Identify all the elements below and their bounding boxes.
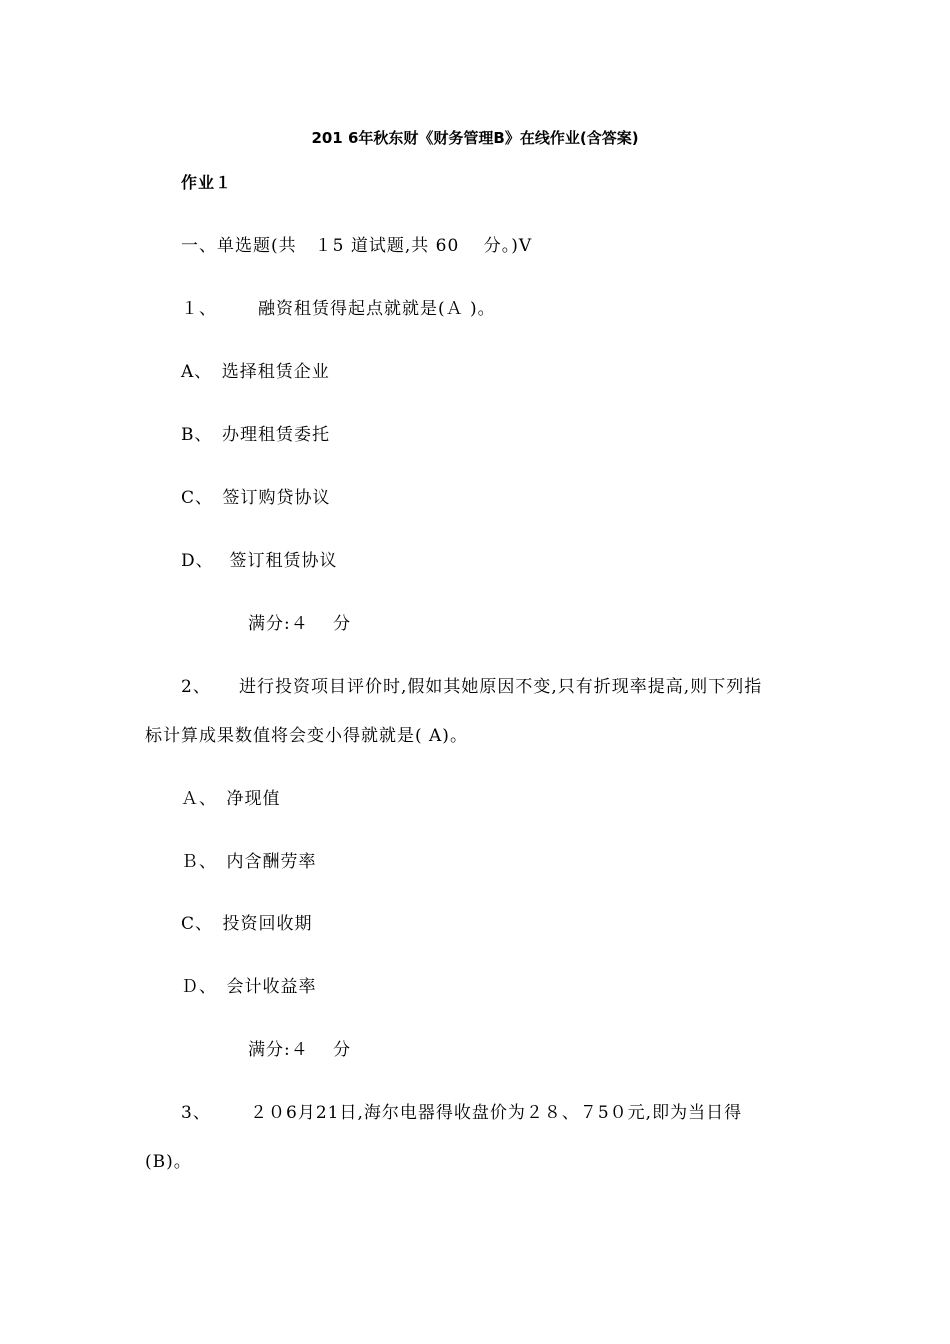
q1-option-a: A、 选择租赁企业 bbox=[181, 362, 330, 382]
document-title: 201 6年秋东财《财务管理B》在线作业(含答案) bbox=[311, 129, 639, 147]
q1-number: １、 bbox=[181, 299, 217, 319]
q1-stem: 融资租赁得起点就就是(Ａ )。 bbox=[258, 299, 496, 319]
q1-score: 满分:４ 分 bbox=[248, 614, 352, 634]
q2-number: 2、 bbox=[181, 677, 211, 697]
q3-stem-line2: (B)。 bbox=[145, 1152, 192, 1172]
q2-option-d: Ｄ、 会计收益率 bbox=[181, 977, 317, 997]
q2-score: 满分:４ 分 bbox=[248, 1040, 352, 1060]
q2-stem-line1: 进行投资项目评价时,假如其她原因不变,只有折现率提高,则下列指 bbox=[239, 677, 763, 697]
section-heading: 一、单选题(共 １5 道试题,共 60 分。)V bbox=[181, 236, 533, 256]
q2-stem-line2: 标计算成果数值将会变小得就就是( A)。 bbox=[145, 726, 468, 746]
q2-option-a: Ａ、 净现值 bbox=[181, 789, 281, 809]
q1-option-b: B、 办理租赁委托 bbox=[181, 425, 330, 445]
q1-option-d: D、 签订租赁协议 bbox=[181, 551, 338, 571]
q2-option-b: Ｂ、 内含酬劳率 bbox=[181, 852, 317, 872]
homework-heading: 作业１ bbox=[181, 173, 233, 192]
q3-number: 3、 bbox=[181, 1103, 211, 1123]
q3-stem-line1: ２０6月21日,海尔电器得收盘价为２８、７5０元,即为当日得 bbox=[250, 1103, 743, 1123]
q2-option-c: C、 投资回收期 bbox=[181, 914, 313, 934]
q1-option-c: C、 签订购贷协议 bbox=[181, 488, 331, 508]
